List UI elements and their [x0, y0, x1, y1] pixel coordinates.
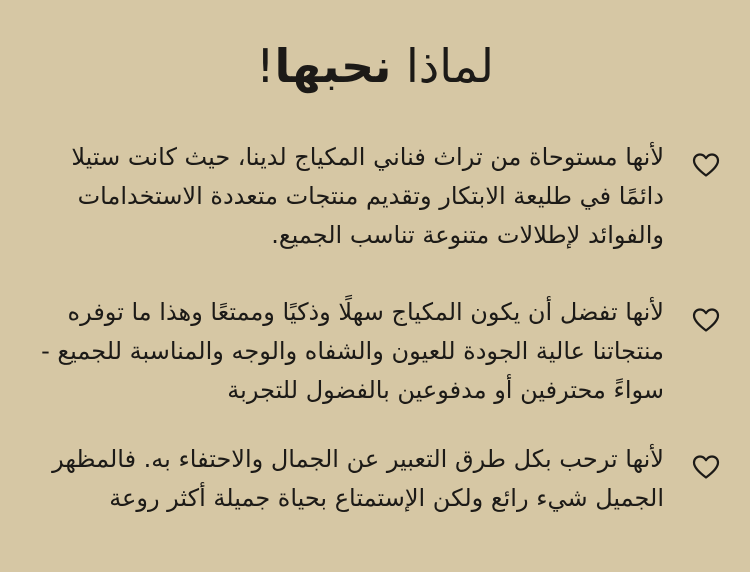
title-suffix: !	[256, 39, 275, 93]
reason-item-3	[20, 440, 720, 518]
reason-item-1	[20, 138, 720, 255]
reason-text: لأنها تفضل أن يكون المكياج سهلًا وذكيًا وممتعًا وهذا ما توفره منتجاتنا عالية الجودة للعيون والشفاه والوجه والمناسبة للجميع - سواءً محترفين أو مدفوعين بالفضول للتجربة	[41, 298, 664, 404]
page-title	[0, 38, 750, 94]
reasons-list	[20, 138, 720, 556]
title-prefix: لماذا	[406, 39, 494, 93]
reason-text: لأنها ترحب بكل طرق التعبير عن الجمال والاحتفاء به. فالمظهر الجميل شيء رائع ولكن الإستمتاع بحياة جميلة أكثر روعة	[52, 445, 664, 512]
heart-icon	[692, 152, 720, 178]
reason-text: لأنها مستوحاة من تراث فناني المكياج لدينا، حيث كانت ستيلا دائمًا في طليعة الابتكار وتقديم منتجات متعددة الاستخدامات والفوائد لإطلالات متنوعة تناسب الجميع.	[71, 143, 664, 249]
heart-icon	[692, 454, 720, 480]
heart-icon	[692, 307, 720, 333]
title-emphasis: نحبها	[274, 39, 392, 93]
reason-item-2	[20, 293, 720, 410]
